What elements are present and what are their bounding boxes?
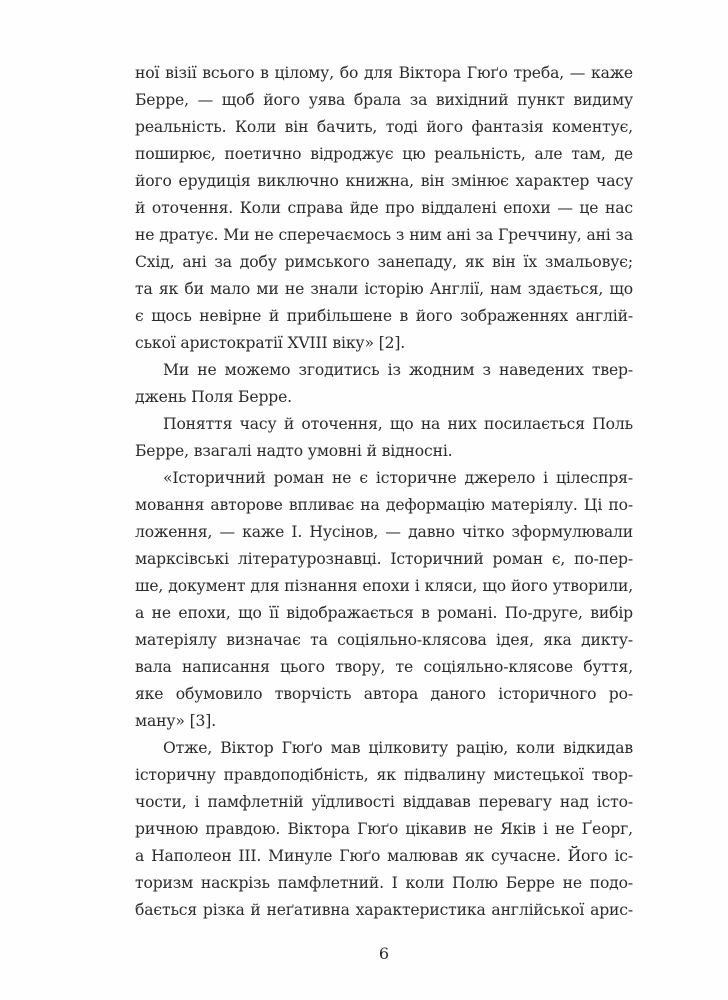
text-line: Ми не можемо згодитись із жодним з наведених твер- [163,361,633,379]
text-line: а не епохи, що її відображається в романі. По-друге, вибір [135,604,633,622]
text-line: ману» [3]. [135,712,217,730]
text-line: та як би мало ми не знали історію Англії, нам здається, що [135,280,633,298]
text-line: Берре, взагалі надто умовні й відносні. [135,442,453,460]
text-line: чости, і памфлетній уїдливості віддавав перевагу над істо- [135,793,633,811]
paragraph [135,735,633,924]
text-line: поширює, поетично відроджує цю реальність, але там, де [135,145,633,163]
text-line: історичну правдоподібність, як підвалину мистецької твор- [135,766,633,784]
text-line: Схід, ані за добу римського занепаду, як він їх змальовує; [135,253,633,271]
paragraph [135,357,633,411]
text-line: джень Поля Берре. [135,388,292,406]
page-number: 6 [378,944,390,963]
text-line: марксівські літературознавці. Історичний роман є, по-пер- [135,550,633,568]
text-line: й оточення. Коли справа йде про віддалені епохи — це нас [135,199,633,217]
text-line: ської аристократії XVIII віку» [2]. [135,334,406,352]
text-line: яке обумовило творчість автора даного історичного ро- [135,685,633,703]
paragraph [135,411,633,465]
paragraph [135,465,633,735]
body-text [135,60,633,967]
text-line: не дратує. Ми не сперечаємось з ним ані за Греччину, ані за [135,226,633,244]
text-line: Поняття часу й оточення, що на них посилається Поль [163,415,633,433]
text-line: Берре, — щоб його уява брала за вихідний пункт видиму [135,91,633,109]
text-line: торизм наскрізь памфлетний. І коли Полю Берре не подо- [135,874,633,892]
text-line: є щось невірне й прибільшене в його зображеннях англій- [135,307,633,325]
text-line: ложення, — каже І. Нусінов, — давно чітко зформулювали [135,523,633,541]
paragraph [135,60,633,357]
text-line: бається різка й неґативна характеристика англійської арис- [135,901,633,919]
text-line: ної візії всього в цілому, бо для Віктора Гюґо треба, — каже [135,64,633,82]
text-line: ричною правдою. Віктора Гюґо цікавив не Яків і не Ґеорг, [135,820,633,838]
paragraphs [135,60,633,924]
text-line: його ерудиція виключно книжна, він змінює характер часу [135,172,633,190]
text-line: Отже, Віктор Гюґо мав цілковиту рацію, коли відкидав [163,739,633,757]
text-line: реальність. Коли він бачить, тоді його фантазія коментує, [135,118,633,136]
text-line: а Наполеон III. Минуле Гюґо малював як сучасне. Його іс- [135,847,633,865]
text-line: «Історичний роман не є історичне джерело і цілеспря- [163,469,633,487]
text-line: ше, документ для пізнання епохи і кляси, що його утворили, [135,577,633,595]
text-line: вала написання цього твору, те соціяльно-клясове буття, [135,658,633,676]
text-line: мовання авторове впливає на деформацію матеріялу. Ці по- [135,496,633,514]
text-line: матеріялу визначає та соціяльно-клясова ідея, яка дикту- [135,631,633,649]
